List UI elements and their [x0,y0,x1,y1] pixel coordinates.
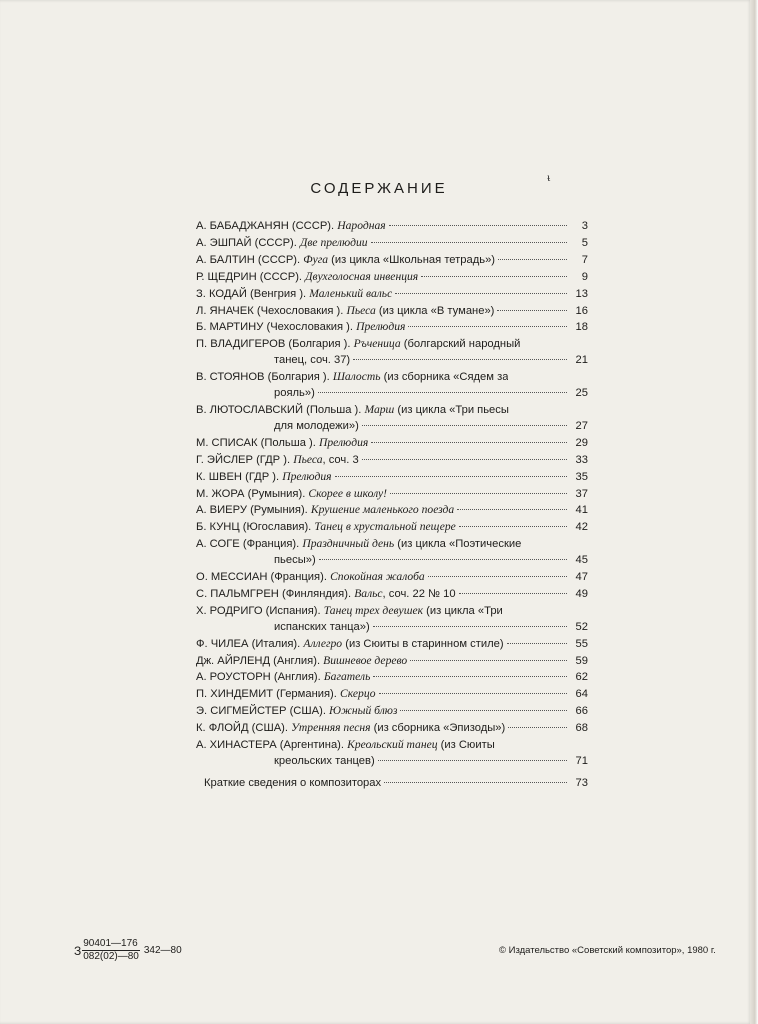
work-title: Праздничный день [302,537,395,551]
work-title: Фуга [303,252,329,266]
dot-leader [390,493,567,494]
page-number: 55 [575,637,588,650]
composer-name: З. КОДАЙ (Венгрия ). [196,287,307,300]
toc-entry [196,720,588,737]
composer-name: Р. ЩЕДРИН (СССР). [196,270,303,283]
toc-entry-text [196,452,359,469]
dot-leader [373,626,567,627]
toc-entry-text [196,435,368,452]
toc-entry-line [196,319,588,336]
page-number: 59 [575,654,588,667]
toc-entry-continuation [196,553,588,569]
page-number: 3 [581,220,588,232]
dot-leader [508,727,567,728]
toc-entry-line [196,435,588,452]
dot-leader [371,442,567,443]
toc-entry-line [196,519,588,536]
composer-name: А. РОУСТОРН (Англия). [196,671,321,684]
work-title: Спокойная жалоба [330,570,425,584]
work-title: Двухголосная инвенция [305,269,419,283]
dot-leader [410,660,567,661]
toc-entry-line [196,569,588,586]
toc-entry [196,369,588,402]
toc-entry [196,402,588,435]
work-title: Танец в хрустальной пещере [314,520,456,534]
toc-entry-line [196,536,588,553]
toc-entry-line [196,486,588,503]
work-note-continuation: рояль») [274,387,315,400]
dot-leader [428,576,567,577]
dot-leader [371,242,567,243]
composer-name: В. СТОЯНОВ (Болгария ). [196,371,330,384]
dot-leader [389,225,567,226]
work-note: (из цикла «Поэтические [394,538,522,551]
work-title: Прелюдия [356,320,406,334]
composer-name: А. СОГЕ (Франция). [196,538,300,551]
toc-entry [196,519,588,536]
work-note: (из Сюиты [437,739,495,752]
composer-name: С. ПАЛЬМГРЕН (Финляндия). [196,587,352,600]
work-note-continuation: танец, соч. 37) [274,354,351,367]
work-note: (из сборника «Сядем за [380,371,509,384]
page-number: 18 [575,321,588,334]
page-number: 71 [575,755,588,767]
work-note: (из цикла «Школьная тетрадь») [328,253,496,266]
toc-entry-text [196,502,454,519]
composer-name: Х. РОДРИГО (Испания). [196,604,321,617]
composer-name: К. ШВЕН (ГДР ). [196,470,280,483]
toc-entry [196,502,588,519]
dot-leader [459,593,567,594]
toc-entry [196,452,588,469]
composer-name: Ф. ЧИЛЕА (Италия). [196,637,301,650]
composer-name: Б. МАРТИНУ (Чехословакия ). [196,321,353,334]
toc-entry-line [196,286,588,303]
page-number: 62 [575,671,588,684]
toc-entry-line [196,686,588,703]
page-number: 49 [575,587,588,600]
toc-entry [196,235,588,252]
work-note: (болгарский народный [400,338,521,351]
toc-entry [196,336,588,369]
dot-leader [379,693,567,694]
toc-entry-line [196,252,588,269]
toc-entry-text [196,218,386,235]
toc-entry-continuation [196,386,588,402]
dot-leader [373,676,567,677]
page-number: 35 [575,470,588,483]
work-note-continuation: испанских танца») [274,620,370,633]
toc-entry-text [196,336,520,353]
toc-entry [196,286,588,303]
page-number: 21 [575,354,588,367]
toc-entry-line [196,669,588,686]
composer-name: Э. СИГМЕЙСТЕР (США). [196,705,326,718]
toc-entry-text [196,402,509,419]
toc-entry [196,319,588,336]
dot-leader [384,782,567,783]
toc-summary-line [204,776,588,792]
page-number: 9 [581,270,588,283]
work-title: Креольский танец [347,738,438,752]
toc-entry [196,653,588,670]
composer-name: А. БАБАДЖАНЯН (СССР). [196,220,335,232]
toc-entry-text [196,586,456,603]
toc-entry-line [196,336,588,353]
work-note: (из цикла «Три пьесы [394,403,509,416]
toc-entry [196,669,588,686]
page-number: 25 [575,387,588,400]
toc-entry-text [196,720,505,737]
toc-entry-line [196,402,588,419]
page-number: 7 [581,253,588,266]
page-number: 16 [575,304,588,317]
toc-entry-text [196,519,456,536]
work-title: Пьеса [293,452,323,466]
work-title: Народная [337,219,386,232]
page-number: 73 [575,776,588,789]
toc-entry-text [196,252,495,269]
composer-name: Г. ЭЙСЛЕР (ГДР ). [196,453,291,466]
toc-entry-continuation [196,419,588,435]
toc-entry-text [196,469,332,486]
toc-entry-line [196,502,588,519]
index-numerator: 90401—176 [82,938,140,951]
toc-entry-continuation [196,353,588,369]
page-number: 13 [575,287,588,300]
work-note: (из Сюиты в старинном стиле) [342,637,504,650]
work-title: Скерцо [340,687,376,701]
toc-entry-text [196,303,494,320]
page-number: 64 [575,688,588,701]
dot-leader [353,359,567,360]
page-number: 42 [575,521,588,534]
toc-entry [196,569,588,586]
work-title: Ръченица [353,337,401,351]
toc-entry [196,469,588,486]
toc-entry [196,603,588,636]
page-title: СОДЕРЖАНИЕ [310,180,448,197]
toc-entry-text [196,286,392,303]
composer-name: М. СПИСАК (Польша ). [196,436,316,449]
page-number: 66 [575,705,588,718]
toc-entry-line [196,469,588,486]
composer-name: М. ЖОРА (Румыния). [196,487,306,500]
work-title: Скорее в школу! [308,486,388,500]
toc-entry-line [196,653,588,670]
composer-name: Л. ЯНАЧЕК (Чехословакия ). [196,304,344,317]
toc-entry-text [196,319,405,336]
toc-entry [196,686,588,703]
toc-entry-text [196,486,387,503]
toc-entry-line [196,636,588,653]
toc-entry-line [196,452,588,469]
work-title: Крушение маленького поезда [310,503,455,517]
dot-leader [362,425,567,426]
toc-entry-line [196,586,588,603]
dot-leader [319,559,567,560]
work-title: Утренняя песня [291,721,371,735]
composer-name: Дж. АЙРЛЕНД (Англия). [196,654,321,667]
toc-entry [196,586,588,603]
index-prefix: З [74,943,82,958]
page-number: 41 [575,504,588,517]
toc-entry-text [196,269,418,286]
composer-name: Б. КУНЦ (Югославия). [196,521,312,534]
dot-leader [400,710,567,711]
toc-entry-text [196,636,504,653]
work-title: Шалость [332,370,381,384]
dot-leader [378,760,567,761]
dot-leader [459,526,567,527]
dot-leader [507,643,567,644]
toc-entry-line [196,218,588,235]
toc-entry-line [196,269,588,286]
page-number: 52 [575,620,588,633]
toc-summary [196,776,588,792]
toc-entry-line [196,737,588,754]
page-number: 47 [575,571,588,584]
page-number: 37 [575,487,588,500]
dot-leader [457,509,567,510]
index-code: 342—80 [143,945,182,956]
work-note-continuation: пьесы») [274,554,316,567]
composer-name: П. ВЛАДИГЕРОВ (Болгария ). [196,338,351,351]
toc-entry-text [196,686,376,703]
work-title: Багатель [323,670,371,684]
toc-entry-continuation [196,620,588,636]
summary-label: Краткие сведения о композиторах [204,776,382,789]
toc-entry-line [196,369,588,386]
toc-entry-text [196,235,368,252]
toc-entry-text [196,703,397,720]
work-title: Пьеса [346,303,376,317]
work-title: Вишневое дерево [323,653,408,667]
toc-entry [196,737,588,770]
page-number: 29 [575,436,588,449]
dot-leader [335,476,567,477]
toc-entry [196,486,588,503]
toc-entry-continuation [196,754,588,770]
page-number: 33 [575,453,588,466]
toc-entry [196,703,588,720]
composer-name: О. МЕССИАН (Франция). [196,571,327,584]
dot-leader [408,326,567,327]
dot-leader [498,259,567,260]
toc-entry-line [196,703,588,720]
work-title: Танец трех девушек [323,603,424,617]
toc-entry-text [196,569,425,586]
work-title: Вальс [354,586,383,600]
composer-name: А. БАЛТИН (СССР). [196,253,301,266]
work-title: Прелюдия [318,435,369,449]
composer-name: В. ЛЮТОСЛАВСКИЙ (Польша ). [196,403,362,416]
copyright-notice: © Издательство «Советский композитор», 1980 г. [499,945,716,956]
toc-entry-text [196,369,508,386]
toc-entry-text [196,669,370,686]
composer-name: П. ХИНДЕМИТ (Германия). [196,688,337,701]
dot-leader [421,276,567,277]
work-note: , соч. 22 № 10 [382,587,456,600]
index-denominator: 082(02)—80 [83,951,139,962]
stray-mark: ᵼ [547,170,551,184]
composer-name: А. ВИЕРУ (Румыния). [196,504,308,517]
dot-leader [318,392,567,393]
page-number: 45 [575,554,588,567]
dot-leader [362,459,567,460]
work-note: (из цикла «Три [423,604,503,617]
work-note: (из сборника «Эпизоды») [370,722,506,735]
page-number: 27 [575,419,588,432]
dot-leader [497,310,567,311]
work-note: (из цикла «В тумане») [375,304,495,317]
table-of-contents [196,218,588,792]
work-title: Аллегро [303,636,343,650]
toc-entry-text [196,653,407,670]
toc-entry-line [196,235,588,252]
work-note-continuation: для молодежи») [274,419,359,432]
toc-entry [196,536,588,569]
work-title: Марш [364,402,395,416]
toc-entry [196,435,588,452]
composer-name: А. ЭШПАЙ (СССР). [196,236,297,249]
toc-entry-text [196,536,521,553]
toc-entry-text [196,737,495,754]
composer-name: А. ХИНАСТЕРА (Аргентина). [196,739,345,752]
publication-index [74,938,182,963]
toc-entry-line [196,603,588,620]
work-title: Прелюдия [282,469,332,483]
work-note: , соч. 3 [322,453,359,466]
work-note-continuation: креольских танцев) [274,755,375,767]
page-number: 5 [581,236,588,249]
index-fraction [82,938,140,963]
page-number: 68 [575,722,588,735]
toc-entry [196,218,588,235]
dot-leader [395,293,567,294]
toc-entry-line [196,303,588,320]
toc-entry [196,636,588,653]
toc-entry [196,269,588,286]
composer-name: К. ФЛОЙД (США). [196,722,288,735]
toc-entry-line [196,720,588,737]
work-title: Две прелюдии [300,235,368,249]
work-title: Маленький вальс [309,286,393,300]
toc-entry-text [196,603,503,620]
work-title: Южный блюз [329,704,398,718]
toc-entry [196,252,588,269]
toc-entry [196,303,588,320]
page-edge [750,0,758,1024]
